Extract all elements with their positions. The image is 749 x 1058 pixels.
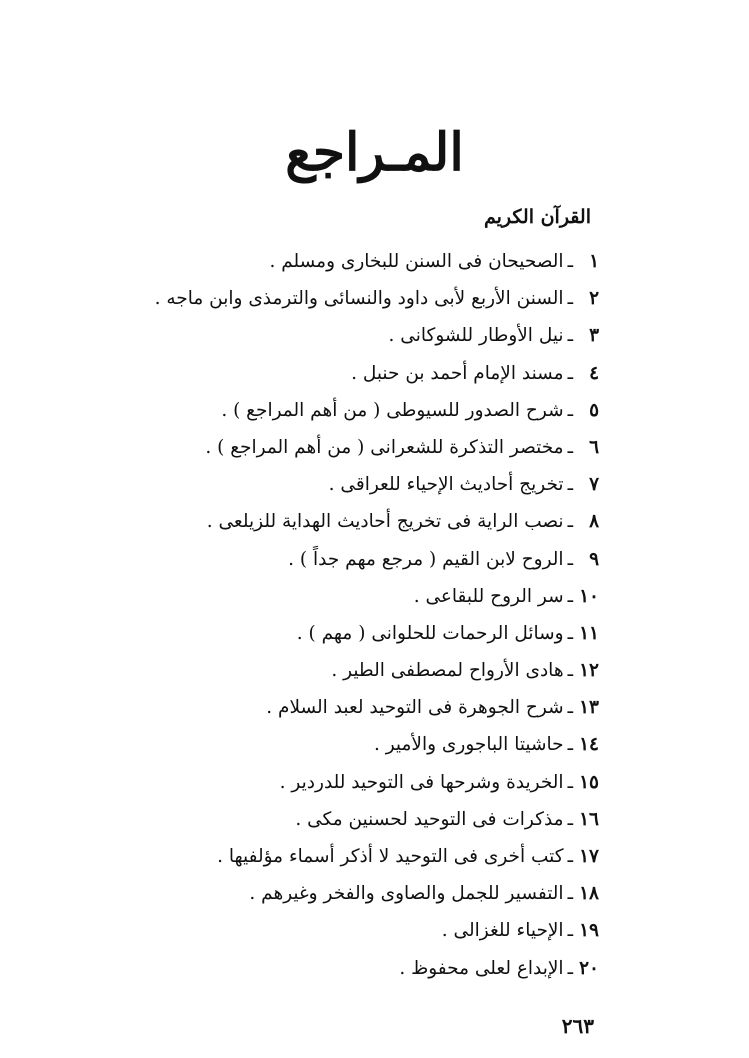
reference-number: ١٦ — [579, 808, 599, 830]
reference-item — [139, 545, 599, 582]
reference-dash: ـ — [567, 251, 573, 272]
reference-text: مختصر التذكرة للشعرانى ( من أهم المراجع ) . — [205, 436, 564, 458]
reference-item — [139, 656, 599, 693]
reference-dash: ـ — [567, 660, 573, 682]
reference-dash: ـ — [567, 957, 573, 979]
reference-item — [139, 470, 599, 507]
reference-item — [139, 247, 599, 284]
reference-item — [139, 396, 599, 433]
reference-number: ٣ — [589, 325, 599, 347]
reference-text: الخريدة وشرحها فى التوحيد للدردير . — [279, 771, 564, 793]
reference-item — [139, 842, 599, 879]
reference-item — [139, 693, 599, 730]
reference-dash: ـ — [567, 474, 573, 496]
reference-text: التفسير للجمل والصاوى والفخر وغيرهم . — [249, 883, 564, 905]
reference-text: الإحياء للغزالى . — [441, 920, 564, 942]
reference-item — [139, 433, 599, 470]
reference-dash: ـ — [567, 325, 573, 347]
reference-number: ٩ — [589, 548, 599, 570]
reference-dash: ـ — [567, 846, 573, 867]
reference-dash: ـ — [567, 771, 573, 793]
reference-dash: ـ — [567, 734, 573, 756]
page-number: ٢٦٣ — [561, 1014, 594, 1038]
reference-dash: ـ — [567, 585, 573, 607]
reference-item — [139, 582, 599, 619]
reference-text: وسائل الرحمات للحلوانى ( مهم ) . — [296, 622, 564, 644]
reference-number: ١٣ — [579, 697, 599, 719]
reference-item — [139, 954, 599, 991]
reference-item — [139, 284, 599, 321]
reference-text: نصب الراية فى تخريج أحاديث الهداية للزيلعى . — [206, 511, 564, 533]
reference-text: شرح الجوهرة فى التوحيد لعبد السلام . — [266, 697, 564, 719]
reference-number: ٢ — [589, 288, 599, 310]
reference-dash: ـ — [567, 697, 573, 719]
section-heading: القرآن الكريم — [484, 206, 591, 228]
reference-dash: ـ — [567, 399, 573, 421]
reference-text: تخريج أحاديث الإحياء للعراقى . — [328, 474, 564, 496]
reference-dash: ـ — [567, 436, 573, 458]
reference-number: ٢٠ — [579, 957, 599, 979]
reference-text: كتب أخرى فى التوحيد لا أذكر أسماء مؤلفيها . — [217, 846, 564, 867]
reference-text: الإبداع لعلى محفوظ . — [399, 957, 564, 979]
reference-number: ١٢ — [579, 660, 599, 682]
reference-item — [139, 916, 599, 953]
page-title: المـراجع — [285, 122, 464, 183]
reference-dash: ـ — [567, 362, 573, 384]
references-list — [139, 247, 599, 991]
reference-number: ٨ — [589, 511, 599, 533]
reference-item — [139, 321, 599, 358]
reference-number: ١ — [589, 251, 599, 272]
reference-text: الروح لابن القيم ( مرجع مهم جداً ) . — [288, 548, 564, 570]
reference-number: ٥ — [589, 399, 599, 421]
reference-number: ١٤ — [579, 734, 599, 756]
reference-dash: ـ — [567, 548, 573, 570]
reference-item — [139, 507, 599, 544]
reference-item — [139, 619, 599, 656]
reference-text: مسند الإمام أحمد بن حنبل . — [351, 362, 564, 384]
reference-item — [139, 359, 599, 396]
reference-number: ١٨ — [579, 883, 599, 905]
reference-number: ١١ — [579, 622, 599, 644]
reference-item — [139, 730, 599, 767]
reference-text: شرح الصدور للسيوطى ( من أهم المراجع ) . — [221, 399, 564, 421]
reference-text: الصحيحان فى السنن للبخارى ومسلم . — [269, 251, 564, 272]
reference-item — [139, 879, 599, 916]
reference-text: نيل الأوطار للشوكانى . — [388, 325, 564, 347]
reference-number: ١٩ — [579, 920, 599, 942]
reference-number: ٦ — [589, 436, 599, 458]
reference-item — [139, 805, 599, 842]
reference-dash: ـ — [567, 883, 573, 905]
reference-dash: ـ — [567, 288, 573, 310]
reference-item — [139, 768, 599, 805]
reference-number: ١٧ — [579, 846, 599, 867]
reference-text: هادى الأرواح لمصطفى الطير . — [331, 660, 564, 682]
reference-number: ١٠ — [579, 585, 599, 607]
reference-dash: ـ — [567, 511, 573, 533]
reference-dash: ـ — [567, 622, 573, 644]
reference-number: ٧ — [589, 474, 599, 496]
reference-text: سر الروح للبقاعى . — [413, 585, 564, 607]
reference-text: مذكرات فى التوحيد لحسنين مكى . — [295, 808, 564, 830]
reference-number: ٤ — [589, 362, 599, 384]
reference-text: السنن الأربع لأبى داود والنسائى والترمذى وابن ماجه . — [154, 288, 564, 310]
reference-text: حاشيتا الباجورى والأمير . — [373, 734, 564, 756]
reference-number: ١٥ — [579, 771, 599, 793]
reference-dash: ـ — [567, 808, 573, 830]
reference-dash: ـ — [567, 920, 573, 942]
